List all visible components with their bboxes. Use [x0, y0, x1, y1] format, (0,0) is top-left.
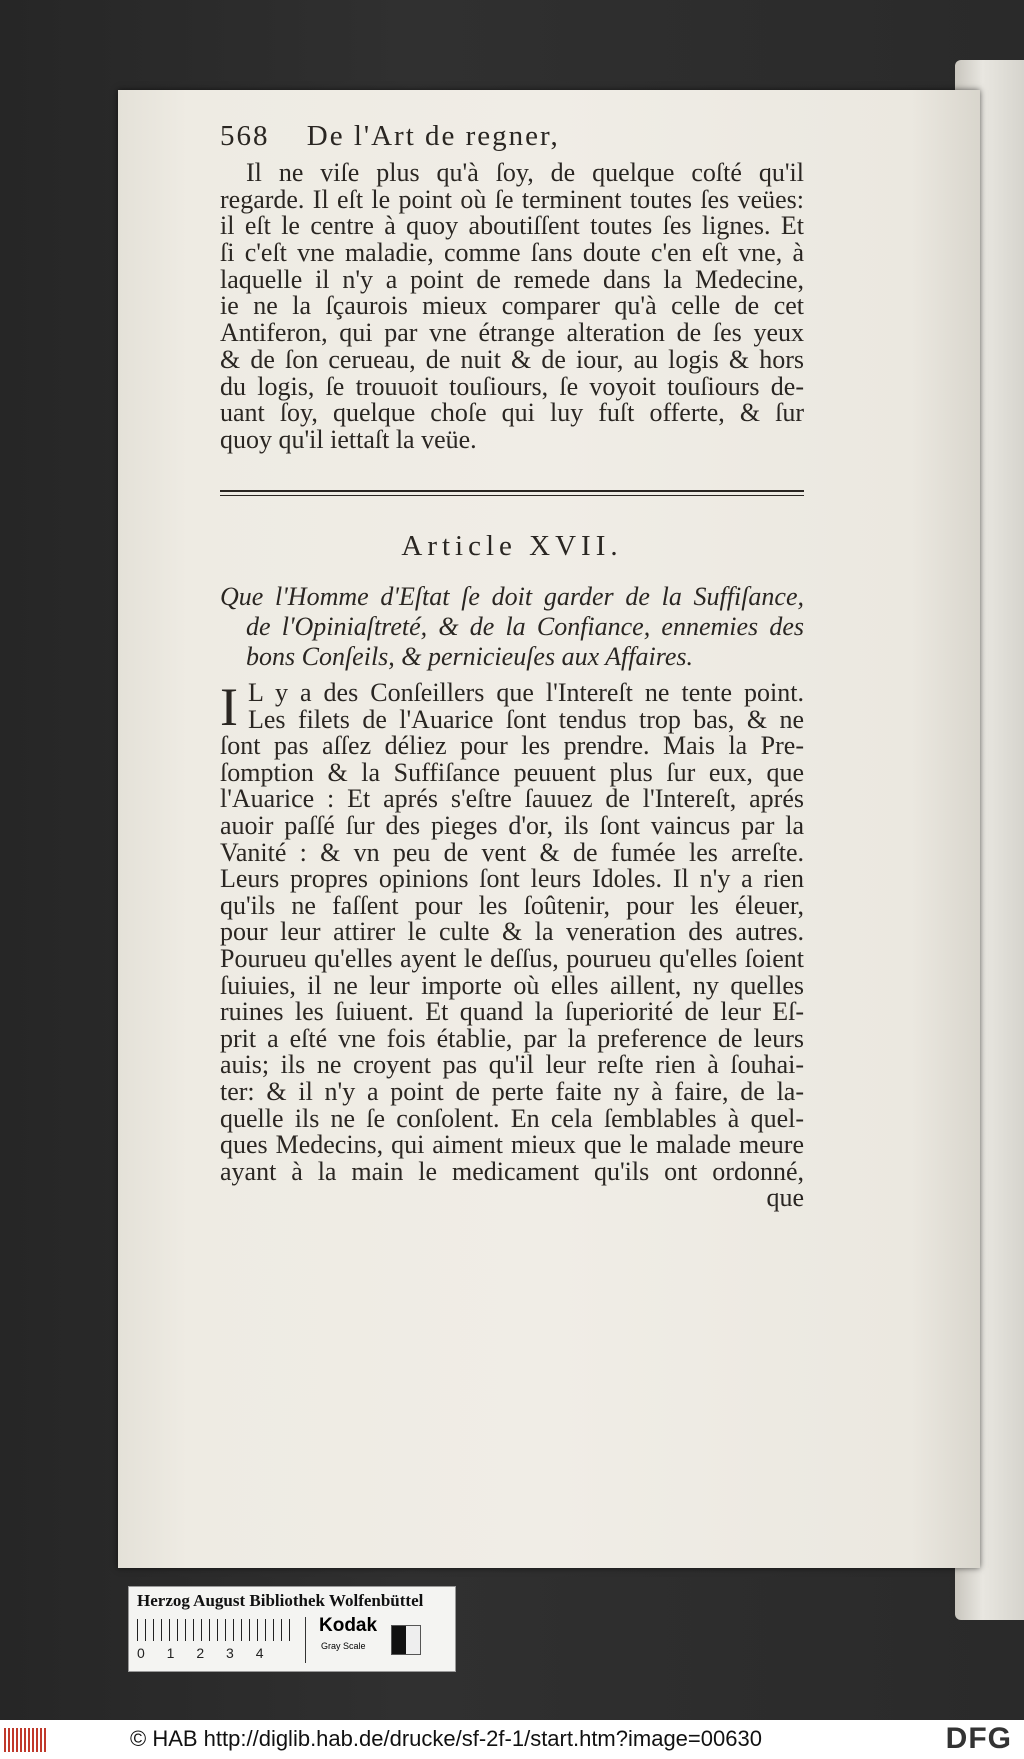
page-number: 568	[220, 120, 270, 152]
dfg-logo: DFG	[945, 1722, 1012, 1755]
gray-scale-label: Gray Scale	[321, 1641, 366, 1651]
text-line: regarde. Il eſt le point où ſe terminent toutes ſes veües:	[220, 184, 804, 214]
card-divider	[305, 1617, 306, 1663]
ruler-scale	[137, 1619, 297, 1641]
text-line: L y a des Conſeillers que l'Intereſt ne tente point.	[248, 678, 804, 707]
ruler-numbers: 0 1 2 3 4	[137, 1645, 264, 1661]
running-title: De l'Art de regner,	[306, 120, 560, 152]
catchword: que	[766, 1183, 804, 1213]
paragraph-2	[220, 677, 804, 1213]
text-line: l'Auarice : Et aprés s'eſtre ſauuez de l'Intereſt, aprés	[220, 784, 804, 814]
text-line: quoy qu'il iettaſt la veüe.	[220, 424, 477, 454]
footer-bar	[0, 1720, 1024, 1759]
text-line: du logis, ſe trouuoit touſiours, ſe voyoit touſiours de-	[220, 371, 804, 401]
text-line: prit a eſté vne fois établie, par la preference de leurs	[220, 1023, 804, 1053]
library-color-card	[128, 1586, 456, 1672]
running-head	[220, 120, 804, 158]
kodak-brand: Kodak	[319, 1615, 378, 1636]
gray-swatch	[391, 1625, 421, 1655]
text-line: Leurs propres opinions ſont leurs Idoles. Il n'y a rien	[220, 864, 804, 894]
text-line: uant ſoy, quelque choſe qui luy fuſt offerte, & ſur	[220, 398, 804, 428]
text-line: ruines les ſuiuent. Et quand la ſuperiorité de leur Eſ-	[220, 997, 804, 1027]
text-line: Il ne viſe plus qu'à ſoy, de quelque coſté qu'il	[246, 158, 804, 187]
subtitle-line: Que l'Homme d'Eſtat ſe doit garder de la Suffiſance,	[220, 582, 804, 611]
text-line: qu'ils ne faſſent pour les ſoûtenir, pour les éleuer,	[220, 890, 804, 920]
text-line: auoir paſſé ſur des pieges d'or, ils ſont vaincus par la	[220, 810, 804, 840]
text-line: ſuiuies, il ne leur importe où elles aillent, ny quelles	[220, 970, 804, 1000]
text-line: il eſt le centre à quoy aboutiſſent toutes ſes lignes. Et	[220, 211, 804, 241]
text-line: Pourueu qu'elles ayent le deſſus, pourueu qu'elles ſoient	[220, 943, 804, 973]
library-name: Herzog August Bibliothek Wolfenbüttel	[137, 1591, 424, 1610]
paragraph-1	[220, 160, 804, 454]
article-title: Article XVII.	[401, 530, 623, 562]
footer-credit-link[interactable]: © HAB http://diglib.hab.de/drucke/sf-2f-1/start.htm?image=00630	[130, 1726, 762, 1751]
drop-cap: I	[220, 677, 238, 737]
text-line: laquelle il n'y a point de remede dans la Medecine,	[220, 264, 804, 294]
text-line: ter: & il n'y a point de perte faite ny à faire, de la-	[220, 1076, 804, 1106]
article-subtitle	[220, 582, 804, 672]
text-line: pour leur attirer le culte & la veneration des autres.	[220, 917, 804, 947]
text-line: Les filets de l'Auarice ſont tendus trop bas, & ne	[248, 704, 804, 734]
text-line: ayant à la main le medicament qu'ils ont ordonné,	[220, 1156, 804, 1186]
section-rule	[220, 490, 804, 492]
text-line: auis; ils ne croyent pas qu'il leur reſte rien à ſouhai-	[220, 1050, 804, 1080]
text-line: quelle ils ne ſe conſolent. En cela ſemblables à quel-	[220, 1103, 804, 1133]
text-line: ie ne la ſçaurois mieux comparer qu'à celle de cet	[220, 291, 804, 321]
text-line: ſont pas aſſez déliez pour les prendre. Mais la Pre-	[220, 731, 804, 761]
text-line: ques Medecins, qui aiment mieux que le malade meure	[220, 1130, 804, 1160]
text-line: ſomption & la Suffiſance peuuent plus ſur eux, que	[220, 757, 804, 787]
subtitle-line: de l'Opiniaſtreté, & de la Confiance, ennemies des	[246, 612, 804, 641]
subtitle-line: bons Conſeils, & pernicieuſes aux Affaires.	[246, 642, 694, 671]
text-line: Antiferon, qui par vne étrange alteration de ſes yeux	[220, 318, 804, 348]
text-line: Vanité : & vn peu de vent & de fumée les arreſte.	[220, 837, 804, 867]
section-rule-thin	[220, 495, 804, 496]
text-line: & de ſon cerueau, de nuit & de iour, au logis & hors	[220, 344, 804, 374]
text-line: ſi c'eſt vne maladie, comme ſans doute c'en eſt vne, à	[220, 238, 804, 268]
hab-barcode-icon	[4, 1728, 48, 1752]
